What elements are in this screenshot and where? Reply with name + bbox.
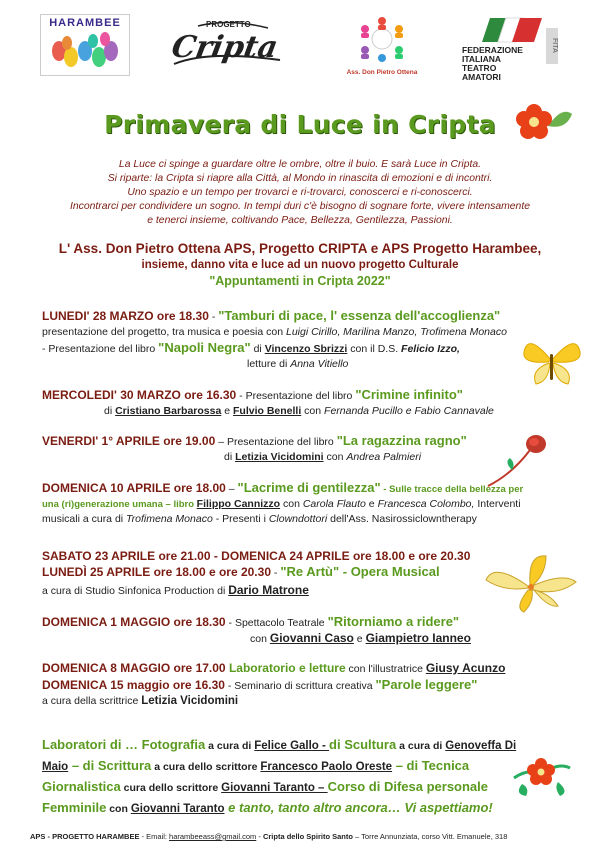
fita-line: AMATORI [462, 72, 501, 82]
event-title: Laboratorio e letture [225, 661, 346, 675]
event-text: letture di [247, 358, 291, 370]
event-names: Felicio Izzo, [401, 343, 460, 355]
book-author: Letizia Vicidomini [141, 695, 239, 707]
event-10-aprile [42, 480, 523, 527]
event-text: di [104, 405, 116, 417]
intro-line: Si riparte: la Cripta si riapre alla Città, al Mondo in rinascita di emozioni e di incontri. [107, 173, 493, 184]
fita-logo-text [462, 46, 523, 82]
event-subtitle: - Sulle tracce della bellezza per [380, 484, 524, 495]
event-title: "Crimine infinito" [355, 387, 463, 402]
event-text: a cura di Studio Sinfonica Production di [42, 585, 229, 597]
cripta-logo-small: PROGETTO [206, 20, 251, 29]
event-title: "Ritorniamo a ridere" [327, 614, 460, 629]
intro-line: Incontrarci per condividere un sogno. In tempi duri c'è bisogno di sognare forte, vivere intensamente [69, 201, 530, 212]
people-circle-icon [345, 12, 419, 66]
event-names: Luigi Cirillo, Marilina Manzo, Trofimena Monaco [285, 326, 507, 338]
event-date: VENERDI' 1° APRILE ore 19.00 [42, 434, 216, 448]
fita-flag-icon [462, 14, 546, 46]
labs-text: a cura di [205, 740, 255, 752]
footer-text: - [256, 832, 263, 841]
page-title: Primavera di Luce in Cripta [104, 110, 496, 139]
event-text: - Spettacolo Teatrale [225, 617, 328, 629]
event-text: con [280, 498, 303, 510]
event-names: Anna Vitiello [290, 358, 349, 370]
event-date: LUNEDÌ 25 APRILE ore 18.00 e ore 20.30 [42, 565, 271, 579]
fita-line: ITALIANA [462, 54, 502, 64]
sep: - [271, 567, 281, 579]
harambee-logo-text: HARAMBEE [49, 17, 121, 29]
event-text: e [353, 633, 366, 645]
labs-person: Felice Gallo - [254, 740, 330, 752]
book-author: Vincenzo Sbrizzi [264, 343, 348, 355]
event-names: Trofimena Monaco [126, 513, 213, 525]
intro-text [30, 158, 570, 228]
labs-person: Genoveffa Di [445, 740, 517, 752]
event-title: "Lacrime di gentilezza" [237, 480, 381, 495]
book-author: Giusy Acunzo [425, 661, 506, 675]
event-names: Fernanda Pucillo e Fabio Cannavale [324, 405, 494, 417]
ottena-logo [345, 12, 419, 76]
labs-text: – di Tecnica [392, 758, 470, 773]
flower-bouquet-icon [508, 748, 574, 802]
hands-icon [41, 15, 129, 75]
assoc-line-2: insieme, danno vita e luce ad un nuovo progetto Culturale [141, 259, 459, 271]
event-re-artu [42, 549, 470, 599]
book-title: "Napoli Negra" [158, 340, 251, 355]
event-names: Clowndottori [268, 513, 328, 525]
event-30-marzo [42, 387, 494, 419]
event-title: "La ragazzina ragno" [336, 433, 467, 448]
book-author: Cristiano Barbarossa [115, 405, 222, 417]
event-text: dell'Ass. Nasirossiclowntherapy [327, 513, 477, 525]
event-1-maggio [42, 614, 471, 647]
footer-org: APS - PROGETTO HARAMBEE [30, 832, 140, 841]
fita-side-label: FITA [546, 28, 558, 64]
event-text: – Presentazione del libro [215, 436, 337, 448]
event-maggio-laboratori [42, 661, 505, 709]
event-text: con il D.S. [347, 343, 402, 355]
labs-person: Maio [42, 761, 69, 773]
labs-text: a cura dello scrittore [151, 761, 261, 773]
event-date: DOMENICA 8 MAGGIO ore 17.00 [42, 661, 226, 675]
event-text: con [250, 633, 270, 645]
labs-person: Francesco Paolo Oreste [260, 761, 393, 773]
event-text: con l'illustratrice [345, 663, 426, 675]
red-flower-icon [510, 100, 574, 144]
event-text: Interventi [474, 498, 521, 510]
event-text: - Presentazione del libro [236, 390, 356, 402]
laboratories-block [42, 735, 562, 819]
labs-person: Giovanni Taranto – [221, 782, 328, 794]
intro-line: e tenerci insieme, coltivando Pace, Bellezza, Gentilezza, Passioni. [147, 215, 453, 226]
event-text: - Presentazione del libro [42, 343, 159, 355]
event-date: MERCOLEDI' 30 MARZO ore 16.30 [42, 388, 237, 402]
fita-line: FEDERAZIONE [462, 45, 523, 55]
event-title: "Tamburi di pace, l' essenza dell'accoglienza" [218, 308, 501, 323]
event-text: e [221, 405, 233, 417]
labs-text: a cura di [396, 740, 446, 752]
assoc-line-1: L' Ass. Don Pietro Ottena APS, Progetto CRIPTA e APS Progetto Harambee, [58, 241, 542, 256]
book-author: Letizia Vicidomini [235, 451, 324, 463]
labs-text: con [106, 803, 131, 815]
event-text: - Presenti i [212, 513, 269, 525]
sep: - [208, 311, 219, 323]
event-28-marzo [42, 308, 507, 372]
book-author: Fulvio Benelli [233, 405, 302, 417]
harambee-logo [40, 14, 130, 76]
footer-email-link[interactable]: harambeeass@gmail.com [169, 832, 257, 841]
book-author: Giampietro Ianneo [365, 631, 471, 645]
ottena-logo-caption: Ass. Don Pietro Ottena [346, 69, 418, 76]
labs-text: di Scultura [329, 737, 397, 752]
labs-text: cura dello scrittore [120, 782, 222, 794]
cripta-logo [168, 20, 284, 70]
labs-text: – di Scrittura [68, 758, 152, 773]
associations-block [20, 240, 580, 289]
event-text: una (ri)generazione umana – libro [42, 499, 197, 510]
event-names: Andrea Palmieri [346, 451, 422, 463]
labs-person: Giovanni Taranto [130, 803, 225, 815]
labs-closing: e tanto, tanto altro ancora… Vi aspettiamo! [224, 800, 493, 815]
book-author: Dario Matrone [228, 583, 309, 597]
event-1-aprile [42, 433, 467, 465]
event-text: di [250, 343, 265, 355]
event-title: "Parole leggere" [375, 677, 478, 692]
fita-logo [462, 14, 558, 82]
labs-text: Femminile [42, 800, 107, 815]
event-text: e [365, 498, 378, 510]
event-date: SABATO 23 APRILE ore 21.00 - DOMENICA 24 APRILE ore 18.00 e ore 20.30 [42, 549, 471, 563]
event-title: "Re Artù" - Opera Musical [280, 564, 440, 579]
footer-place: Cripta dello Spirito Santo [262, 832, 353, 841]
event-date: DOMENICA 1 MAGGIO ore 18.30 [42, 615, 226, 629]
event-names: Francesca Colombo, [377, 498, 475, 510]
footer-text: - Email: [139, 832, 170, 841]
butterfly-icon [518, 330, 584, 388]
event-text: presentazione del progetto, tra musica e poesia con [42, 326, 286, 338]
event-date: DOMENICA 10 APRILE ore 18.00 [42, 481, 226, 495]
event-date: LUNEDI' 28 MARZO ore 18.30 [42, 309, 209, 323]
footer [30, 832, 507, 841]
fita-line: TEATRO [462, 63, 497, 73]
event-text: a cura della scrittrice [42, 695, 142, 707]
event-text: con [301, 405, 325, 417]
event-text: con [323, 451, 347, 463]
footer-address: – Torre Annunziata, corso Vitt. Emanuele, 318 [352, 832, 508, 841]
cripta-logo-big: Cripta [168, 30, 281, 65]
book-author: Filippo Cannizzo [196, 498, 281, 510]
lily-icon [484, 552, 580, 614]
event-text: musicali a cura di [42, 513, 127, 525]
assoc-line-3: "Appuntamenti in Cripta 2022" [209, 274, 391, 288]
sep: – [225, 483, 238, 495]
event-text: - Seminario di scrittura creativa [224, 680, 376, 692]
intro-line: La Luce ci spinge a guardare oltre le ombre, oltre il buio. E sarà Luce in Cripta. [118, 159, 482, 170]
event-date: DOMENICA 15 maggio ore 16.30 [42, 678, 225, 692]
event-text: di [224, 451, 236, 463]
labs-text: Laboratori di … Fotografia [42, 737, 206, 752]
labs-text: Giornalistica [42, 779, 121, 794]
intro-line: Uno spazio e un tempo per trovarci e ri-trovarci, conoscerci e ri-conoscerci. [127, 187, 473, 198]
book-author: Giovanni Caso [269, 631, 354, 645]
labs-text: Corso di Difesa personale [327, 779, 489, 794]
event-names: Carola Flauto [302, 498, 366, 510]
